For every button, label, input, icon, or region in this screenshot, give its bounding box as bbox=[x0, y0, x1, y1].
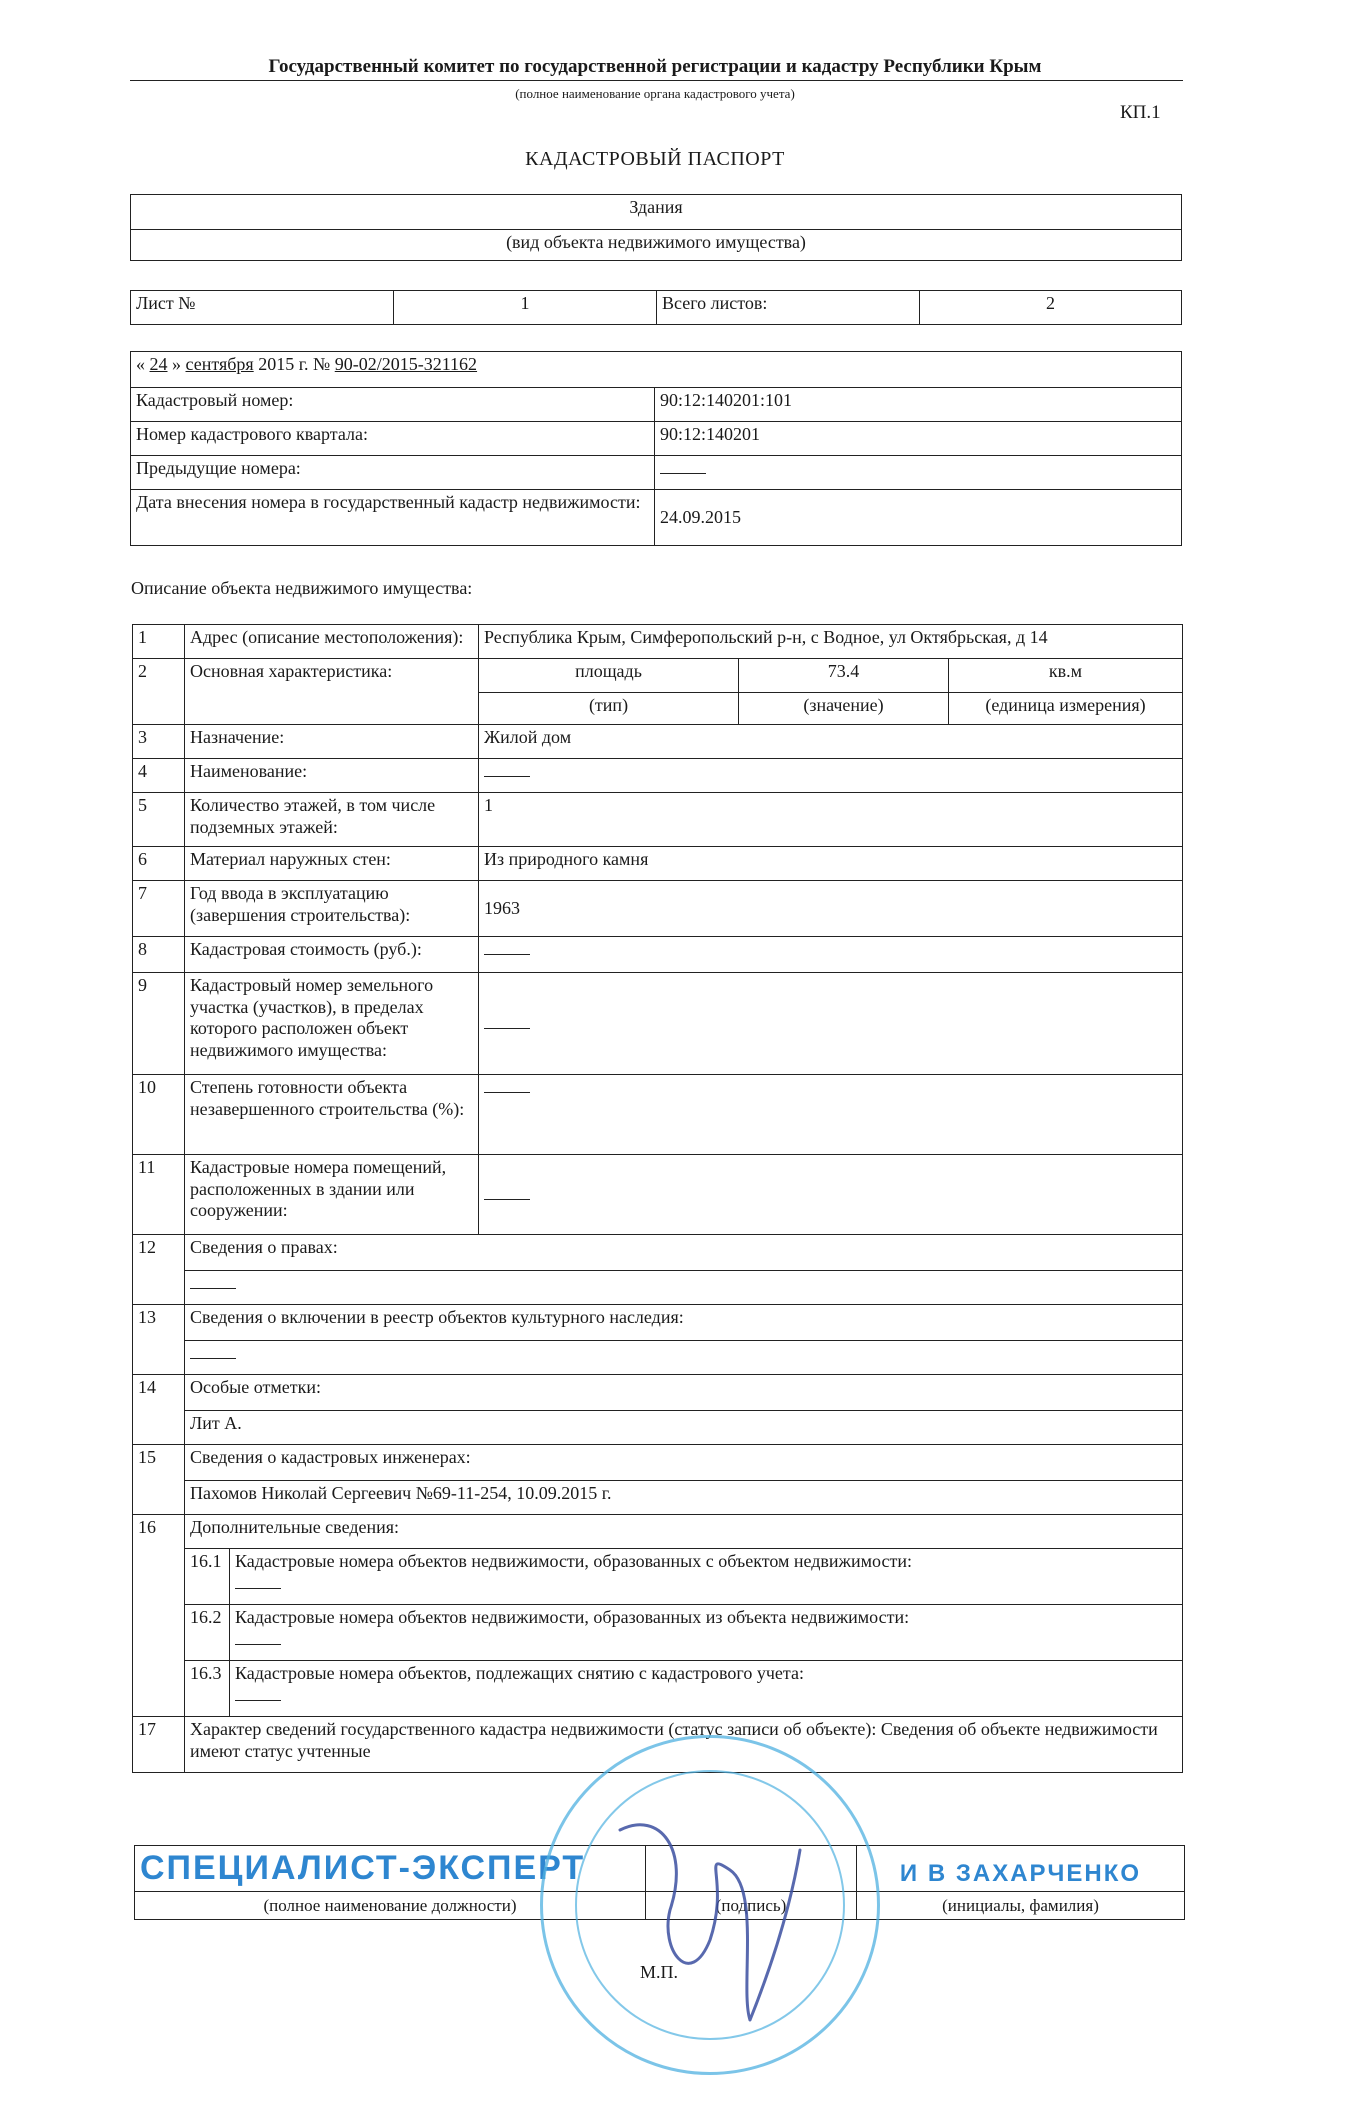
registration-month: сентября bbox=[185, 354, 254, 374]
total-sheets-value: 2 bbox=[920, 291, 1182, 325]
sheets-table bbox=[130, 290, 1182, 325]
engineers-label: Сведения о кадастровых инженерах: bbox=[185, 1445, 1183, 1481]
empty-dash bbox=[484, 762, 530, 777]
empty-dash bbox=[484, 940, 530, 955]
completion-label: Степень готовности объекта незавершенного строительства (%): bbox=[185, 1075, 479, 1155]
formed-from-label: Кадастровые номера объектов недвижимости, образованных из объекта недвижимости: bbox=[235, 1607, 910, 1627]
seal-place: М.П. bbox=[640, 1962, 679, 1982]
quote-close: » bbox=[172, 354, 181, 374]
row-number: 2 bbox=[133, 659, 185, 725]
completion-value bbox=[479, 1075, 1183, 1155]
heritage-value bbox=[185, 1341, 1183, 1375]
formed-from-cell bbox=[230, 1605, 1183, 1661]
object-type-table bbox=[130, 194, 1182, 261]
signature-caption: (подпись) bbox=[646, 1891, 857, 1919]
row-number: 4 bbox=[133, 759, 185, 793]
empty-dash bbox=[660, 459, 706, 474]
empty-dash bbox=[190, 1274, 236, 1289]
description-table bbox=[132, 624, 1183, 1773]
organization-underline bbox=[130, 80, 1183, 81]
characteristic-value: 73.4 bbox=[739, 659, 949, 693]
row-number: 16 bbox=[133, 1515, 185, 1717]
purpose-value: Жилой дом bbox=[479, 725, 1183, 759]
row-number: 7 bbox=[133, 881, 185, 937]
cadastral-value-label: Кадастровая стоимость (руб.): bbox=[185, 937, 479, 973]
name-value bbox=[479, 759, 1183, 793]
object-type-value: Здания bbox=[131, 195, 1182, 230]
record-status: Характер сведений государственного кадастра недвижимости (статус записи об объекте): Сведения об объекте недвижимости имеют статус учтенные bbox=[185, 1717, 1183, 1773]
handwritten-signature bbox=[600, 1790, 820, 2040]
previous-numbers-label: Предыдущие номера: bbox=[131, 456, 655, 490]
empty-dash bbox=[484, 1014, 530, 1029]
row-number: 9 bbox=[133, 973, 185, 1075]
entry-date-label: Дата внесения номера в государственный кадастр недвижимости: bbox=[131, 490, 655, 546]
characteristic-type: площадь bbox=[479, 659, 739, 693]
additional-info-label: Дополнительные сведения: bbox=[185, 1515, 1183, 1549]
registration-day: 24 bbox=[149, 354, 168, 374]
form-code: КП.1 bbox=[1120, 102, 1161, 123]
name-cell bbox=[857, 1846, 1185, 1892]
empty-dash bbox=[235, 1686, 281, 1701]
sub-row-number: 16.2 bbox=[185, 1605, 230, 1661]
name-caption: (инициалы, фамилия) bbox=[857, 1891, 1185, 1919]
registration-date-line bbox=[131, 352, 1182, 388]
engineers-value: Пахомов Николай Сергеевич №69-11-254, 10.09.2015 г. bbox=[185, 1481, 1183, 1515]
quarter-number-value: 90:12:140201 bbox=[655, 422, 1182, 456]
empty-dash bbox=[235, 1574, 281, 1589]
quarter-number-label: Номер кадастрового квартала: bbox=[131, 422, 655, 456]
description-heading: Описание объекта недвижимого имущества: bbox=[131, 578, 473, 598]
cadastral-value-value bbox=[479, 937, 1183, 973]
name-label: Наименование: bbox=[185, 759, 479, 793]
empty-dash bbox=[235, 1630, 281, 1645]
row-number: 1 bbox=[133, 625, 185, 659]
type-caption: (тип) bbox=[479, 693, 739, 725]
entry-date-value: 24.09.2015 bbox=[655, 490, 1182, 546]
registration-year: 2015 г. bbox=[258, 354, 309, 374]
cadastral-number-value: 90:12:140201:101 bbox=[655, 388, 1182, 422]
cadastral-number-label: Кадастровый номер: bbox=[131, 388, 655, 422]
quote-open: « bbox=[136, 354, 145, 374]
registration-number-label: № bbox=[313, 354, 331, 374]
premises-value bbox=[479, 1155, 1183, 1235]
sheet-label: Лист № bbox=[131, 291, 394, 325]
sub-row-number: 16.3 bbox=[185, 1661, 230, 1717]
unit-caption: (единица измерения) bbox=[949, 693, 1183, 725]
row-number: 10 bbox=[133, 1075, 185, 1155]
object-type-caption: (вид объекта недвижимого имущества) bbox=[131, 230, 1182, 261]
formed-with-label: Кадастровые номера объектов недвижимости, образованных с объектом недвижимости: bbox=[235, 1551, 912, 1571]
position-caption: (полное наименование должности) bbox=[135, 1891, 646, 1919]
empty-dash bbox=[484, 1078, 530, 1093]
row-number: 6 bbox=[133, 847, 185, 881]
deregistration-cell bbox=[230, 1661, 1183, 1717]
rights-label: Сведения о правах: bbox=[185, 1235, 1183, 1271]
special-marks-value: Лит А. bbox=[185, 1411, 1183, 1445]
organization-name: Государственный комитет по государственной регистрации и кадастру Республики Крым bbox=[268, 56, 1042, 77]
organization-caption: (полное наименование органа кадастрового учета) bbox=[515, 86, 795, 101]
row-number: 5 bbox=[133, 793, 185, 847]
sub-row-number: 16.1 bbox=[185, 1549, 230, 1605]
land-plot-value bbox=[479, 973, 1183, 1075]
row-number: 11 bbox=[133, 1155, 185, 1235]
row-number: 12 bbox=[133, 1235, 185, 1305]
address-label: Адрес (описание местоположения): bbox=[185, 625, 479, 659]
wall-material-label: Материал наружных стен: bbox=[185, 847, 479, 881]
total-sheets-label: Всего листов: bbox=[657, 291, 920, 325]
year-built-value: 1963 bbox=[479, 881, 1183, 937]
position-stamp: СПЕЦИАЛИСТ-ЭКСПЕРТ bbox=[140, 1849, 586, 1887]
registration-number: 90-02/2015-321162 bbox=[334, 354, 478, 374]
empty-dash bbox=[484, 1185, 530, 1200]
empty-dash bbox=[190, 1344, 236, 1359]
value-caption: (значение) bbox=[739, 693, 949, 725]
row-number: 14 bbox=[133, 1375, 185, 1445]
floors-value: 1 bbox=[479, 793, 1183, 847]
address-value: Республика Крым, Симферопольский р-н, с Водное, ул Октябрьская, д 14 bbox=[479, 625, 1183, 659]
previous-numbers-value bbox=[655, 456, 1182, 490]
row-number: 17 bbox=[133, 1717, 185, 1773]
document-title: КАДАСТРОВЫЙ ПАСПОРТ bbox=[525, 148, 785, 170]
land-plot-label: Кадастровый номер земельного участка (участков), в пределах которого расположен объект недвижимого имущества: bbox=[185, 973, 479, 1075]
deregistration-label: Кадастровые номера объектов, подлежащих снятию с кадастрового учета: bbox=[235, 1663, 804, 1683]
heritage-label: Сведения о включении в реестр объектов культурного наследия: bbox=[185, 1305, 1183, 1341]
floors-label: Количество этажей, в том числе подземных этажей: bbox=[185, 793, 479, 847]
sheet-value: 1 bbox=[394, 291, 657, 325]
purpose-label: Назначение: bbox=[185, 725, 479, 759]
year-built-label: Год ввода в эксплуатацию (завершения строительства): bbox=[185, 881, 479, 937]
row-number: 15 bbox=[133, 1445, 185, 1515]
row-number: 8 bbox=[133, 937, 185, 973]
special-marks-label: Особые отметки: bbox=[185, 1375, 1183, 1411]
characteristic-unit: кв.м bbox=[949, 659, 1183, 693]
row-number: 3 bbox=[133, 725, 185, 759]
name-stamp: И В ЗАХАРЧЕНКО bbox=[899, 1860, 1142, 1887]
formed-with-cell bbox=[230, 1549, 1183, 1605]
row-number: 13 bbox=[133, 1305, 185, 1375]
wall-material-value: Из природного камня bbox=[479, 847, 1183, 881]
rights-value bbox=[185, 1271, 1183, 1305]
registration-table bbox=[130, 351, 1182, 546]
premises-label: Кадастровые номера помещений, расположенных в здании или сооружении: bbox=[185, 1155, 479, 1235]
main-characteristic-label: Основная характеристика: bbox=[185, 659, 479, 725]
